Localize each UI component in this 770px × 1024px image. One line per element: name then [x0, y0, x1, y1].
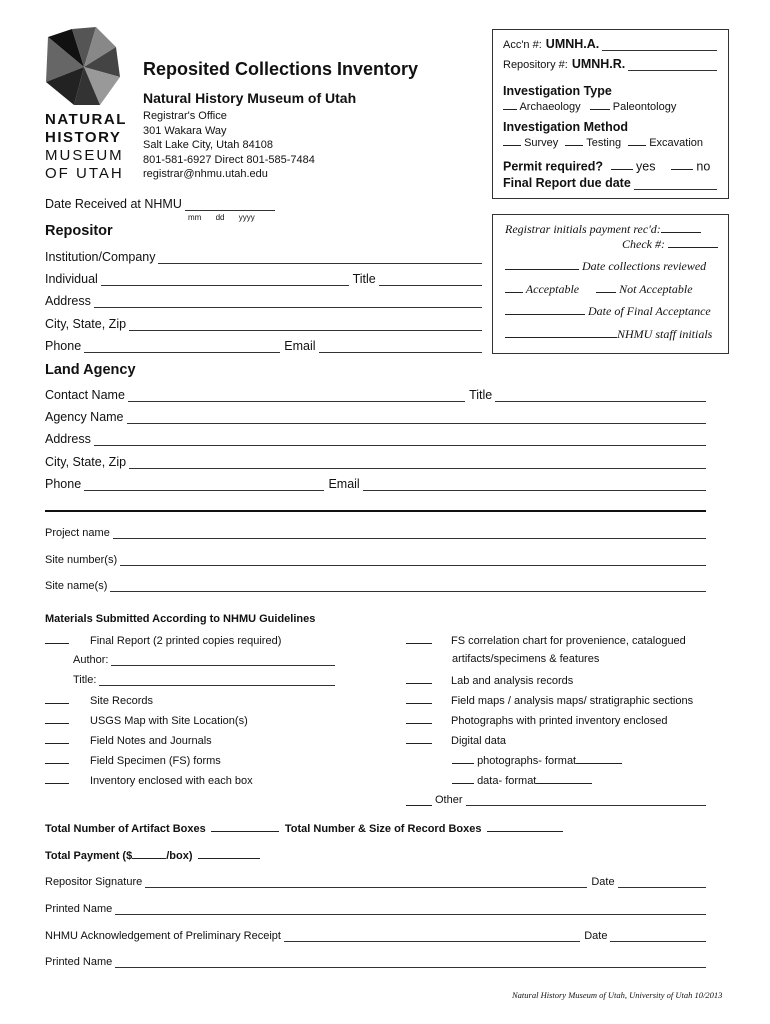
acknowledgement-label: NHMU Acknowledgement of Preliminary Receipt: [45, 930, 281, 942]
materials-right-item[interactable]: [406, 693, 693, 707]
author-label: Author:: [73, 654, 109, 666]
materials-right-item[interactable]: [406, 713, 667, 727]
date-received-field[interactable]: [45, 197, 275, 211]
permit-required-field[interactable]: [503, 158, 710, 173]
repositor-address-label: Address: [45, 294, 91, 308]
hint-dd: dd: [215, 213, 225, 222]
materials-left-item[interactable]: [45, 693, 153, 707]
address-line: Registrar's Office: [143, 110, 227, 122]
address-line: 301 Wakara Way: [143, 124, 227, 137]
materials-left-item[interactable]: [45, 753, 221, 767]
agency-name-field[interactable]: [45, 410, 706, 424]
repositor-phone-label: Phone: [45, 339, 82, 353]
project-name-label: Project name: [45, 527, 110, 539]
investigation-method-label: Investigation Method: [503, 120, 628, 134]
agency-address-label: Address: [45, 432, 91, 446]
option-paleontology: Paleontology: [612, 100, 677, 113]
repositor-signature-label: Repositor Signature: [45, 876, 143, 888]
option-excavation: Excavation: [649, 136, 704, 149]
lab-records-label: Lab and analysis records: [451, 674, 574, 687]
registrar-address: [143, 109, 315, 182]
acceptance-field[interactable]: [505, 281, 693, 297]
repositor-phone-field[interactable]: [45, 339, 482, 353]
investigation-type-label: Investigation Type: [503, 84, 612, 98]
agency-city-label: City, State, Zip: [45, 455, 127, 469]
institution-label: Institution/Company: [45, 250, 156, 264]
field-maps-label: Field maps / analysis maps/ stratigraphic sections: [451, 694, 694, 707]
investigation-method-options[interactable]: [503, 135, 703, 149]
permit-label: Permit required?: [503, 159, 604, 174]
final-report-due-field[interactable]: [503, 176, 717, 190]
ack-date-label: Date: [584, 930, 608, 942]
hint-yyyy: yyyy: [238, 213, 255, 222]
staff-initials-label: NHMU staff initials: [617, 326, 713, 341]
author-field[interactable]: [73, 653, 335, 666]
fs-correlation-item[interactable]: [406, 633, 686, 647]
fs-forms-label: Field Specimen (FS) forms: [90, 754, 221, 767]
fs-correlation-label: FS correlation chart for provenience, catalogued: [451, 634, 686, 647]
printed-name-label: Printed Name: [45, 903, 113, 915]
date-format-hint: [188, 213, 255, 222]
logo-line-museum: MUSEUM: [45, 147, 124, 164]
data-format-field[interactable]: [452, 773, 592, 787]
agency-city-field[interactable]: [45, 455, 706, 469]
site-numbers-label: Site number(s): [45, 554, 118, 566]
data-format-label: data- format: [477, 774, 537, 787]
artifact-boxes-label: Total Number of Artifact Boxes: [45, 822, 206, 835]
individual-label: Individual: [45, 272, 98, 286]
section-divider: [45, 510, 706, 512]
agency-name-label: Agency Name: [45, 410, 124, 424]
other-field[interactable]: [406, 793, 706, 806]
agency-email-label: Email: [328, 477, 360, 491]
option-survey: Survey: [524, 136, 559, 149]
address-line: Salt Lake City, Utah 84108: [143, 139, 274, 151]
logo-line-natural: NATURAL: [45, 111, 127, 128]
permit-yes: yes: [636, 159, 656, 174]
final-report-due-label: Final Report due date: [503, 176, 631, 190]
agency-phone-label: Phone: [45, 477, 82, 491]
repository-label: Repository #:: [503, 59, 568, 71]
contact-label: Contact Name: [45, 388, 125, 402]
collections-reviewed-label: Date collections reviewed: [582, 258, 707, 273]
fs-correlation-cont: artifacts/specimens & features: [452, 653, 600, 665]
materials-left-item[interactable]: [45, 713, 248, 727]
repositor-address-field[interactable]: [45, 294, 482, 308]
agency-phone-field[interactable]: [45, 477, 706, 491]
artifact-boxes-field[interactable]: [45, 821, 563, 835]
page-title: Reposited Collections Inventory: [143, 59, 419, 79]
report-title-label: Title:: [73, 674, 97, 686]
final-acceptance-field[interactable]: [505, 303, 711, 319]
materials-right-item[interactable]: [406, 733, 506, 747]
address-line: 801-581-6927 Direct 801-585-7484: [143, 153, 315, 166]
check-number-field[interactable]: [622, 236, 718, 252]
footer-note: Natural History Museum of Utah, University of Utah 10/2013: [512, 990, 723, 1000]
repository-prefix: UMNH.R.: [571, 57, 626, 71]
per-box-label: /box): [166, 849, 193, 862]
printed-name-field[interactable]: [45, 902, 706, 915]
address-line: registrar@nhmu.utah.edu: [143, 168, 268, 180]
individual-field[interactable]: [45, 272, 482, 286]
nhmu-logo-icon: [44, 27, 120, 107]
agency-contact-field[interactable]: [45, 388, 706, 402]
total-payment-field[interactable]: [45, 848, 260, 862]
payment-label: Registrar initials payment rec'd:: [505, 221, 661, 236]
repositor-signature-field[interactable]: [45, 875, 706, 888]
signature-date-label: Date: [591, 876, 615, 888]
ack-printed-name-label: Printed Name: [45, 956, 113, 968]
collections-reviewed-field[interactable]: [505, 258, 706, 274]
agency-address-field[interactable]: [45, 432, 706, 446]
acceptable-label: Acceptable: [525, 281, 580, 296]
total-payment-label: Total Payment ($: [45, 849, 133, 862]
repositor-email-label: Email: [284, 339, 316, 353]
institution-field[interactable]: [45, 250, 482, 264]
photographs-label: Photographs with printed inventory enclosed: [451, 714, 668, 727]
payment-received-field[interactable]: [505, 221, 701, 237]
materials-heading: Materials Submitted According to NHMU Guidelines: [45, 613, 316, 625]
staff-initials-field[interactable]: [505, 326, 712, 342]
digital-data-label: Digital data: [451, 734, 507, 747]
materials-right-item[interactable]: [406, 673, 573, 687]
repositor-city-field[interactable]: [45, 317, 482, 331]
accession-box: [492, 29, 729, 199]
repositor-heading: Repositor: [45, 223, 113, 239]
materials-left-item[interactable]: [45, 773, 253, 787]
photo-format-label: photographs- format: [477, 754, 577, 767]
date-received-label: Date Received at NHMU: [45, 197, 182, 211]
accn-label: Acc'n #:: [503, 39, 542, 51]
not-acceptable-label: Not Acceptable: [619, 281, 693, 296]
option-testing: Testing: [586, 136, 622, 149]
final-report-label: Final Report (2 printed copies required): [90, 634, 282, 647]
final-report-item[interactable]: [45, 633, 281, 647]
record-boxes-label: Total Number & Size of Record Boxes: [284, 822, 482, 835]
accn-number-field[interactable]: [503, 37, 717, 51]
repository-number-field[interactable]: [503, 57, 717, 71]
site-names-label: Site name(s): [45, 580, 108, 592]
logo-wordmark: [45, 111, 127, 183]
project-name-field[interactable]: [45, 526, 706, 539]
museum-name: Natural History Museum of Utah: [143, 90, 357, 106]
acknowledgement-field[interactable]: [45, 929, 706, 942]
investigation-type-options[interactable]: [503, 99, 676, 113]
check-label: Check #:: [622, 236, 665, 251]
other-label: Other: [435, 794, 463, 806]
repositor-city-label: City, State, Zip: [45, 317, 127, 331]
site-names-field[interactable]: [45, 579, 706, 592]
site-records-label: Site Records: [90, 694, 153, 707]
option-archaeology: Archaeology: [519, 100, 581, 113]
permit-no: no: [696, 159, 711, 174]
report-title-field[interactable]: [73, 673, 335, 686]
land-agency-heading: Land Agency: [45, 362, 136, 378]
agency-title-label: Title: [469, 388, 493, 402]
field-notes-label: Field Notes and Journals: [90, 734, 212, 747]
photo-format-field[interactable]: [452, 753, 622, 767]
ack-printed-name-field[interactable]: [45, 955, 706, 968]
logo-line-history: HISTORY: [45, 129, 122, 146]
inventory-enclosed-label: Inventory enclosed with each box: [90, 774, 253, 787]
site-numbers-field[interactable]: [45, 553, 706, 566]
logo-line-of-utah: OF UTAH: [45, 165, 124, 182]
hint-mm: mm: [188, 213, 202, 222]
repositor-title-label: Title: [352, 272, 376, 286]
usgs-map-label: USGS Map with Site Location(s): [90, 714, 248, 727]
accn-prefix: UMNH.A.: [545, 37, 600, 51]
final-acceptance-label: Date of Final Acceptance: [588, 303, 711, 318]
materials-left-item[interactable]: [45, 733, 212, 747]
